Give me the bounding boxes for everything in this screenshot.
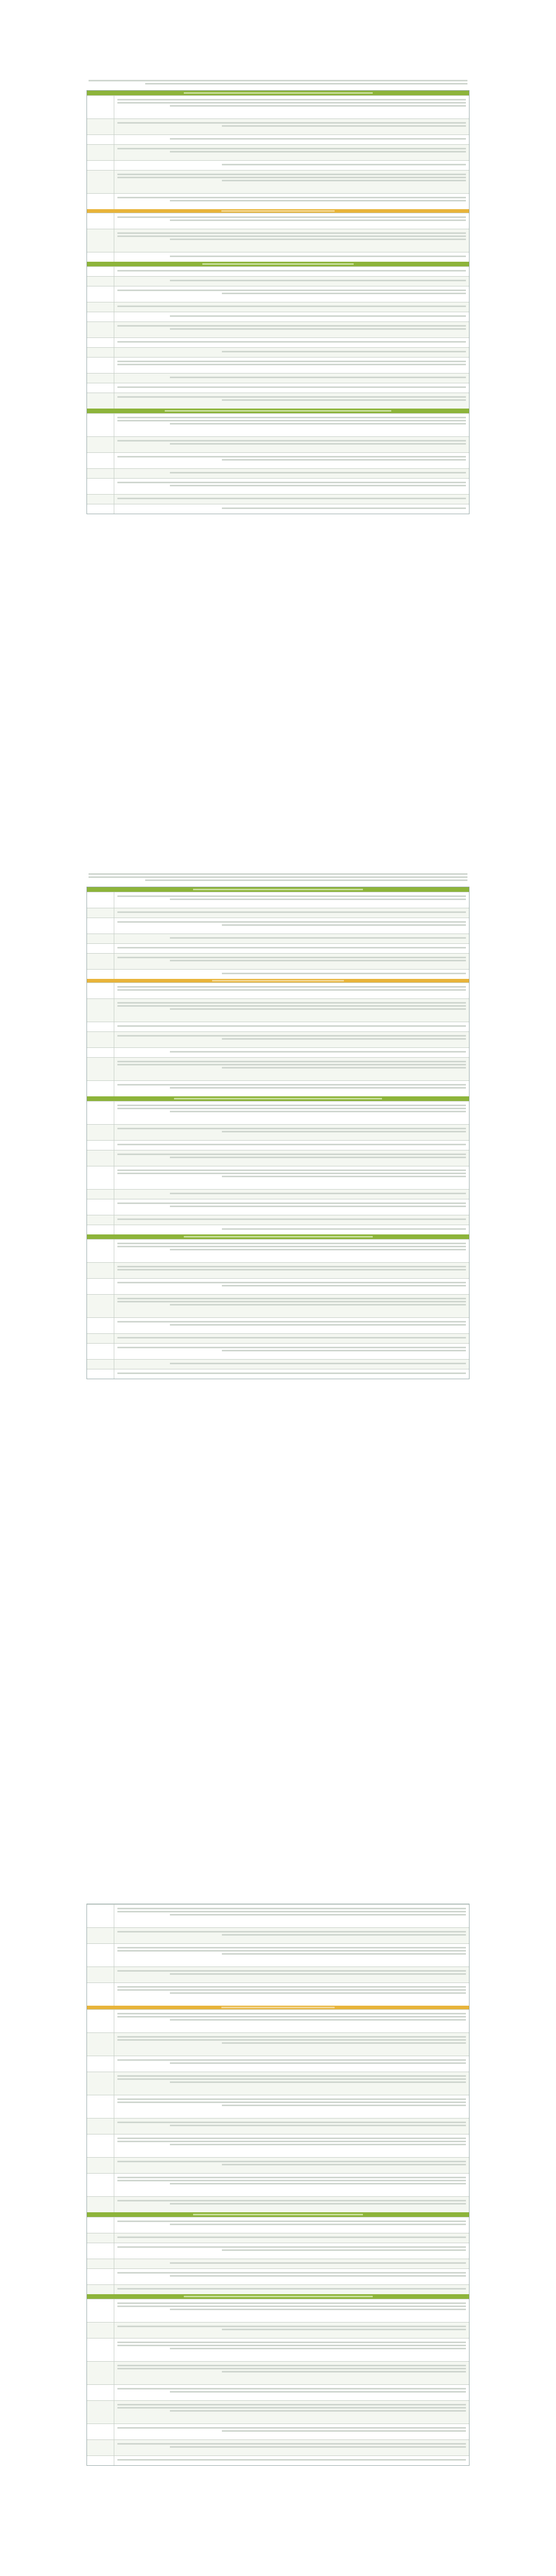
page-intro (86, 77, 470, 90)
question-row (87, 468, 469, 478)
document-page-2 (86, 871, 470, 1886)
question-row (87, 413, 469, 436)
question-row (87, 312, 469, 321)
question-row (87, 998, 469, 1022)
question-row (87, 2284, 469, 2294)
question-row (87, 321, 469, 337)
question-row (87, 2072, 469, 2095)
question-row (87, 1317, 469, 1333)
question-row (87, 1124, 469, 1140)
document-page-1 (86, 77, 470, 866)
question-row (87, 383, 469, 393)
question-row (87, 95, 469, 118)
question-row (87, 373, 469, 383)
question-row (87, 2095, 469, 2118)
question-sheet (86, 90, 470, 514)
question-row (87, 2424, 469, 2439)
question-row (87, 918, 469, 934)
question-row (87, 504, 469, 514)
question-row (87, 2268, 469, 2284)
question-row (87, 2157, 469, 2173)
question-row (87, 2338, 469, 2361)
question-row (87, 170, 469, 193)
question-row (87, 982, 469, 998)
question-row (87, 1904, 469, 1927)
question-row (87, 1943, 469, 1967)
question-row (87, 1262, 469, 1278)
question-row (87, 934, 469, 943)
question-row (87, 1140, 469, 1150)
chapter-banner (87, 1234, 469, 1239)
question-row (87, 266, 469, 276)
question-row (87, 2056, 469, 2072)
question-row (87, 134, 469, 144)
question-row (87, 2322, 469, 2338)
question-row (87, 452, 469, 468)
chapter-banner (87, 2294, 469, 2299)
question-sheet (86, 887, 470, 1379)
question-row (87, 953, 469, 969)
question-row (87, 1369, 469, 1379)
question-row (87, 943, 469, 953)
chapter-banner (87, 887, 469, 892)
question-row (87, 357, 469, 373)
question-row (87, 229, 469, 252)
question-row (87, 1967, 469, 1982)
question-row (87, 908, 469, 918)
question-row (87, 2173, 469, 2196)
question-row (87, 144, 469, 160)
question-row (87, 2118, 469, 2134)
question-row (87, 2196, 469, 2212)
question-row (87, 1057, 469, 1080)
question-row (87, 436, 469, 452)
question-row (87, 302, 469, 312)
question-row (87, 1215, 469, 1225)
section-header (87, 2006, 469, 2009)
chapter-banner (87, 91, 469, 95)
chapter-banner (87, 262, 469, 266)
section-header (87, 979, 469, 982)
chapter-banner (87, 2212, 469, 2217)
question-row (87, 276, 469, 286)
chapter-banner (87, 409, 469, 413)
question-row (87, 2217, 469, 2233)
question-row (87, 1080, 469, 1096)
question-row (87, 252, 469, 262)
question-row (87, 1927, 469, 1943)
question-row (87, 160, 469, 170)
question-row (87, 1101, 469, 1124)
page-intro (86, 871, 470, 887)
question-row (87, 478, 469, 494)
question-row (87, 347, 469, 357)
question-row (87, 1166, 469, 1189)
question-row (87, 2032, 469, 2056)
question-row (87, 892, 469, 908)
question-row (87, 2400, 469, 2424)
question-row (87, 1199, 469, 1215)
question-row (87, 1031, 469, 1047)
question-row (87, 2243, 469, 2259)
question-row (87, 118, 469, 134)
question-row (87, 2233, 469, 2243)
question-row (87, 2009, 469, 2032)
question-row (87, 213, 469, 229)
question-row (87, 2455, 469, 2465)
question-row (87, 1189, 469, 1199)
question-row (87, 1982, 469, 2006)
question-row (87, 2384, 469, 2400)
question-row (87, 337, 469, 347)
question-row (87, 2439, 469, 2455)
question-row (87, 286, 469, 302)
question-sheet (86, 1904, 470, 2466)
question-row (87, 1333, 469, 1343)
question-row (87, 494, 469, 504)
question-row (87, 1150, 469, 1166)
question-row (87, 969, 469, 979)
document-page-3 (86, 1904, 470, 2576)
question-row (87, 2299, 469, 2322)
section-header (87, 209, 469, 213)
question-row (87, 2259, 469, 2268)
question-row (87, 393, 469, 409)
question-row (87, 1343, 469, 1359)
question-row (87, 2134, 469, 2157)
question-row (87, 193, 469, 209)
question-row (87, 1239, 469, 1262)
question-row (87, 1278, 469, 1294)
chapter-banner (87, 1096, 469, 1101)
question-row (87, 2361, 469, 2384)
question-row (87, 1047, 469, 1057)
question-row (87, 1359, 469, 1369)
question-row (87, 1225, 469, 1234)
question-row (87, 1022, 469, 1031)
question-row (87, 1294, 469, 1317)
